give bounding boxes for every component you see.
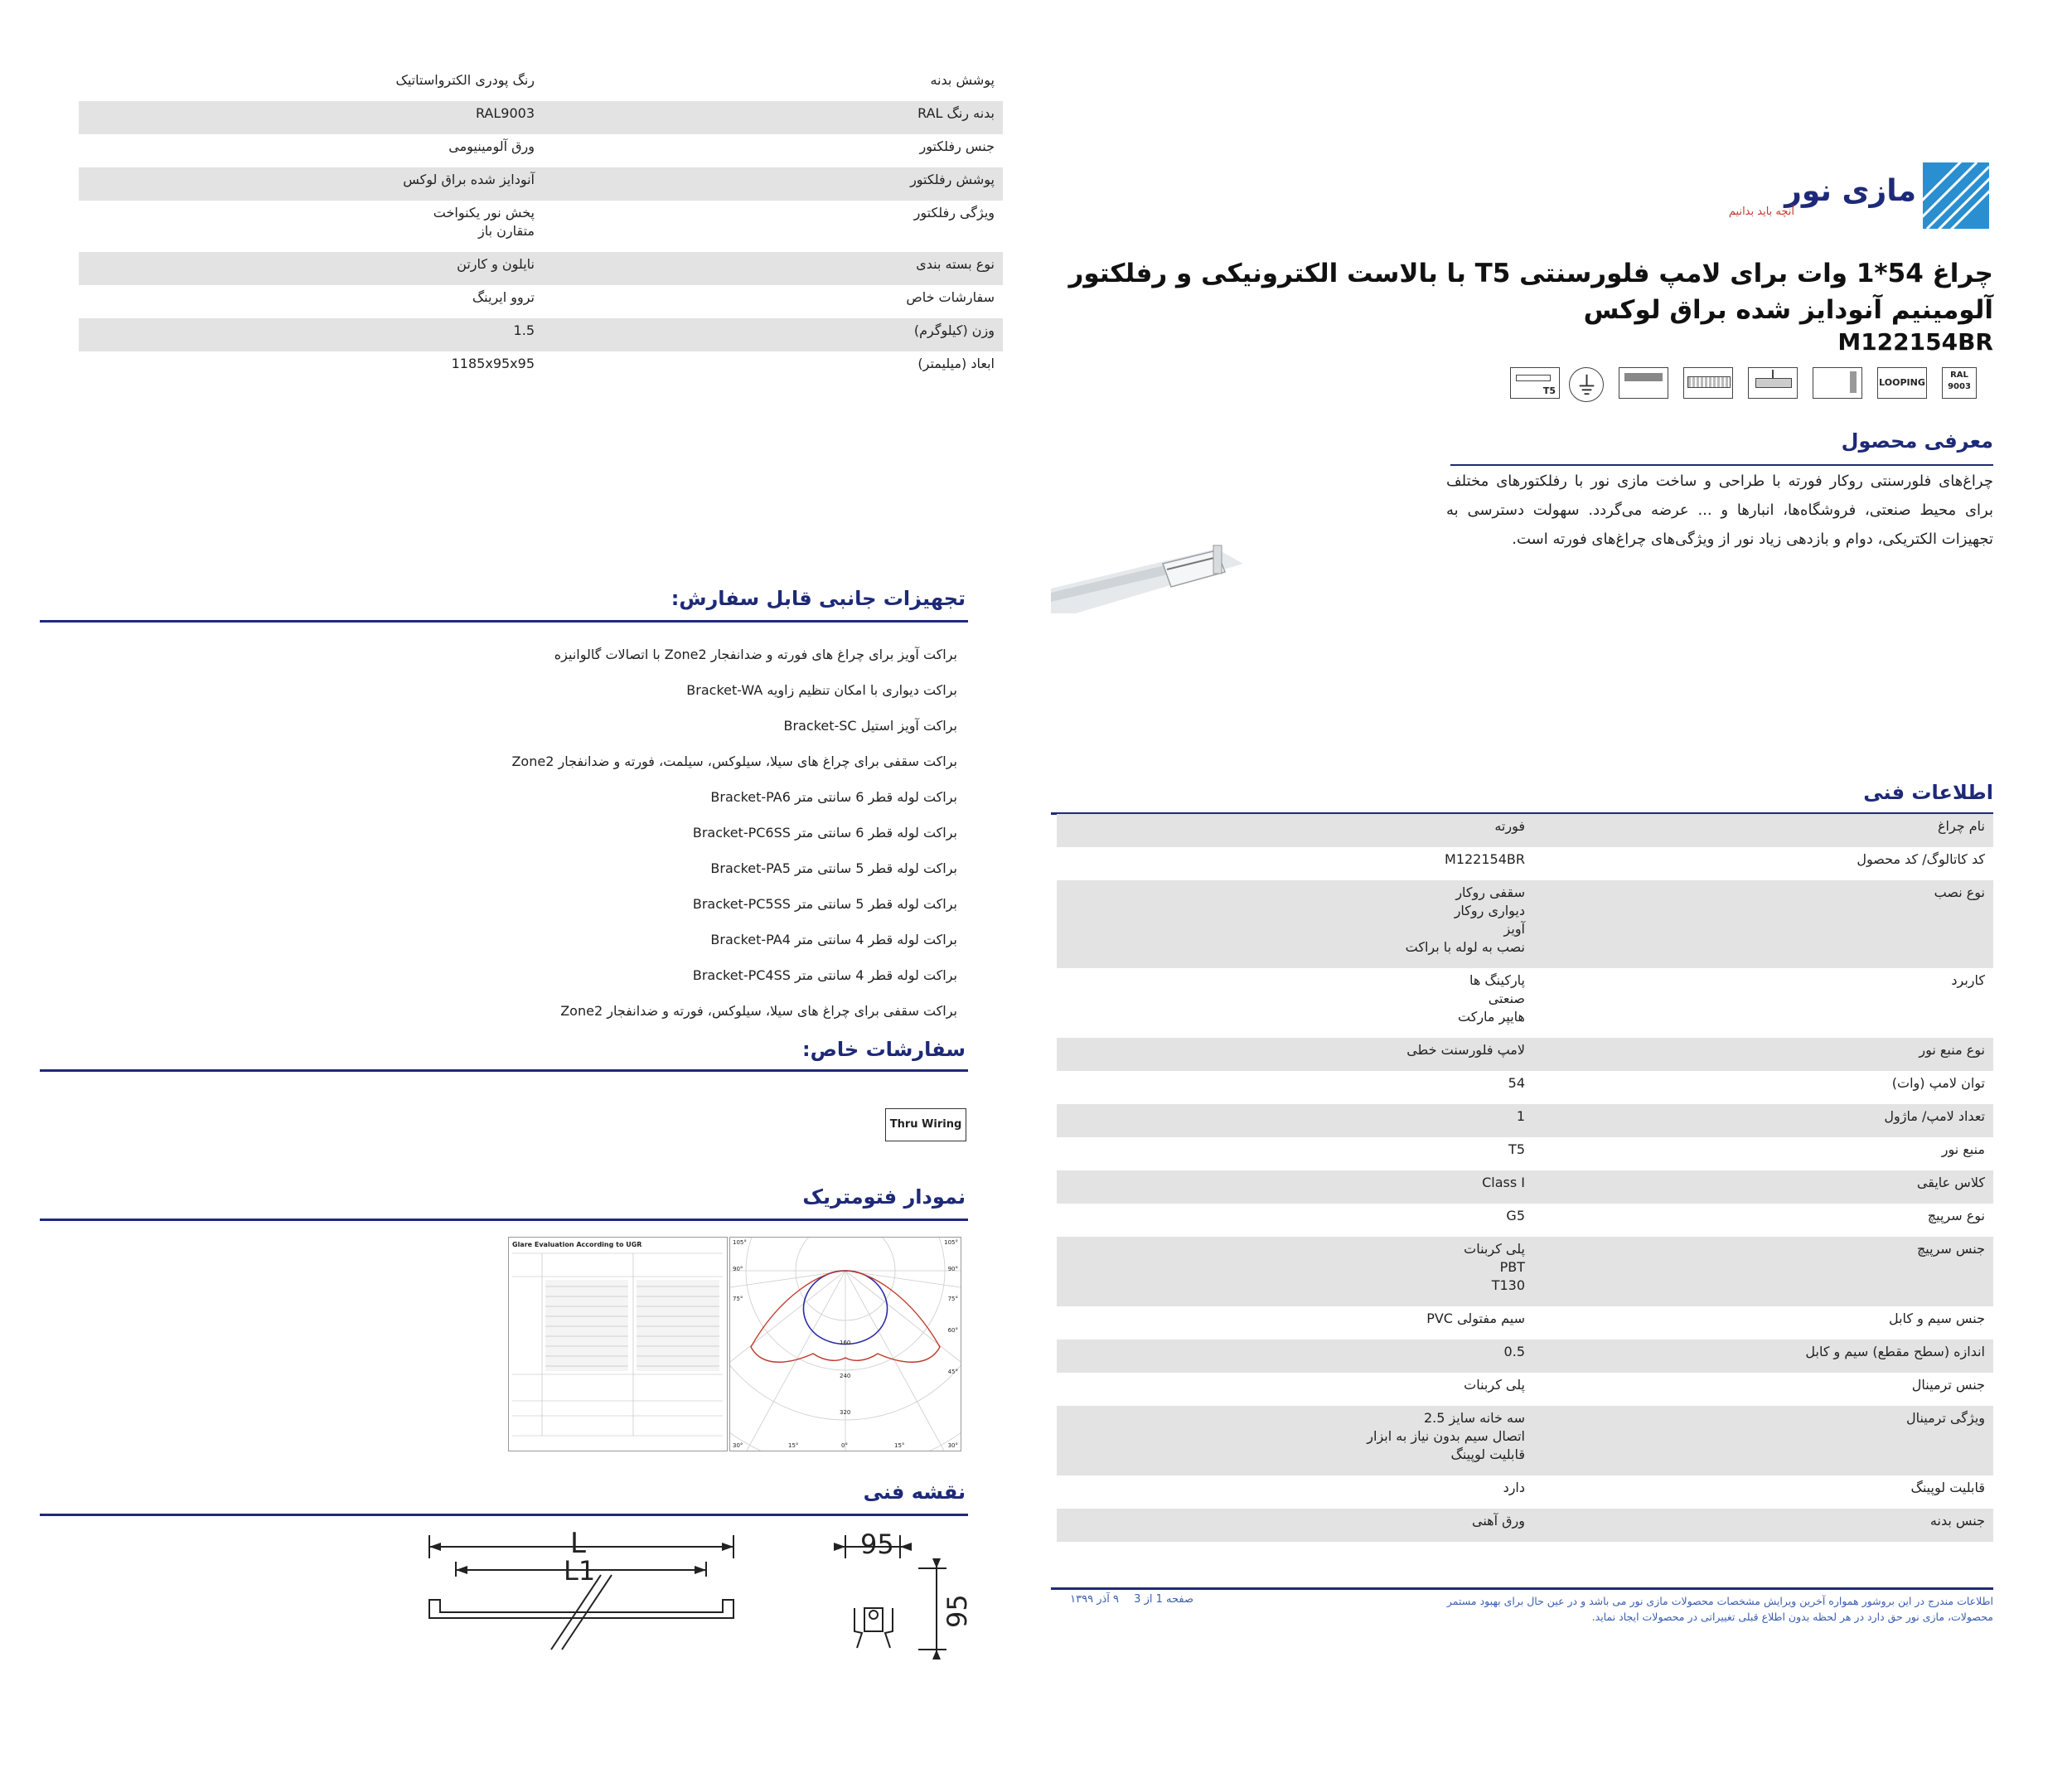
ceiling-surface-icon xyxy=(1619,367,1668,399)
polar-label-75-left: 75° xyxy=(733,1296,743,1302)
accessories-divider xyxy=(40,620,968,623)
list-item: براکت لوله قطر 5 سانتی متر Bracket-PC5SS xyxy=(692,896,957,912)
brand-logo xyxy=(1728,162,1989,229)
polar-label-90-right: 90° xyxy=(947,1266,958,1272)
table-row xyxy=(1057,814,1993,847)
list-item: براکت آویز استیل Bracket-SC xyxy=(783,718,957,734)
product-title: چراغ 54*1 وات برای لامپ فلورسنتی T5 با بالاست الکترونیکی و رفلکتور آلومینیم آنودایز شده براق لوکس xyxy=(1068,259,1993,325)
spec-row xyxy=(79,252,1003,285)
polar-label-75-right: 75° xyxy=(947,1296,958,1302)
polar-ring-160: 160 xyxy=(840,1340,851,1346)
spec-value: RAL9003 xyxy=(475,105,535,121)
suspended-icon xyxy=(1748,367,1798,399)
intro-text: چراغ‌های فلورسنتی روکار فورته با طراحی و ساخت مازی نور با رفلکتورهای مختلف برای محیط صنعتی، فروشگاه‌ها، انبارها و ... عرضه می‌گردد. سهولت دسترسی به تجهیزات الکتریکی، دوام و بازدهی زیاد نور از ویژگی‌های چراغ‌های فورته است. xyxy=(1446,472,1993,548)
accessories-title: تجهیزات جانبی قابل سفارش: xyxy=(670,587,966,610)
intro-title: معرفی محصول xyxy=(1841,429,1993,453)
table-row xyxy=(1057,1406,1993,1475)
polar-label-15-right: 15° xyxy=(894,1442,905,1449)
tech-value: Class I xyxy=(1482,1175,1525,1190)
spec-row xyxy=(79,101,1003,134)
tech-value: فورته xyxy=(1494,818,1525,834)
footer-date: ۹ آذر ۱۳۹۹ xyxy=(1070,1593,1119,1606)
table-row xyxy=(1057,1373,1993,1406)
spec-value: 1.5 xyxy=(513,322,535,338)
special-orders-divider xyxy=(40,1069,968,1072)
tech-label: کلاس عایقی xyxy=(1916,1175,1985,1190)
wall-icon xyxy=(1813,367,1862,399)
tech-label: نوع نصب xyxy=(1934,884,1985,900)
table-row xyxy=(1057,1475,1993,1509)
spec-label: پوشش بدنه xyxy=(930,72,995,88)
tech-value: سه خانه سایز 2.5 اتصال سیم بدون نیاز به ابزار قابلیت لوپینگ xyxy=(1367,1410,1525,1462)
spec-row xyxy=(79,68,1003,101)
spec-value: آنودایز شده براق لوکس xyxy=(403,172,535,187)
intro-divider xyxy=(1450,464,1993,466)
tech-label: اندازه (سطح مقطع) سیم و کابل xyxy=(1805,1344,1985,1359)
photometric-title: نمودار فتومتریک xyxy=(802,1185,966,1209)
table-row xyxy=(1057,1137,1993,1170)
spec-label: جنس رفلکتور xyxy=(919,138,995,154)
spec-value: تروو ایرینگ xyxy=(472,289,535,305)
table-row xyxy=(1057,847,1993,880)
tech-label: ویژگی ترمینال xyxy=(1905,1410,1985,1426)
spec-row xyxy=(79,167,1003,201)
dim-L: L xyxy=(570,1527,586,1560)
list-item: براکت لوله قطر 6 سانتی متر Bracket-PA6 xyxy=(710,789,957,805)
table-row xyxy=(1057,1071,1993,1104)
table-row xyxy=(1057,1170,1993,1204)
tech-value: 1 xyxy=(1516,1108,1525,1124)
list-item: براکت لوله قطر 5 سانتی متر Bracket-PA5 xyxy=(710,860,957,876)
spec-label: نوع بسته بندی xyxy=(916,256,995,272)
tech-label: منبع نور xyxy=(1941,1141,1985,1157)
polar-diagram xyxy=(729,1237,961,1451)
tech-label: کد کاتالوگ/ کد محصول xyxy=(1857,851,1985,867)
tech-value: پلی کربنات xyxy=(1464,1377,1525,1393)
spec-row xyxy=(79,318,1003,351)
spec-row xyxy=(79,285,1003,318)
list-item: براکت لوله قطر 4 سانتی متر Bracket-PC4SS xyxy=(692,967,957,983)
polar-label-30-right: 30° xyxy=(947,1442,958,1449)
drawing-title: نقشه فنی xyxy=(863,1480,966,1504)
looping-icon: LOOPING xyxy=(1877,367,1927,399)
tech-label: نوع سرپیچ xyxy=(1927,1208,1985,1223)
footer-divider xyxy=(1051,1587,1993,1590)
special-orders-title: سفارشات خاص: xyxy=(802,1038,966,1061)
table-row xyxy=(1057,1306,1993,1340)
tech-spec-table xyxy=(1057,814,1993,1542)
spec-label: ابعاد (میلیمتر) xyxy=(917,356,995,371)
table-row xyxy=(1057,1340,1993,1373)
tech-label: جنس سرپیچ xyxy=(1916,1241,1985,1257)
product-code: M122154BR xyxy=(1837,328,1993,356)
polar-label-30-left: 30° xyxy=(733,1442,743,1449)
product-image xyxy=(1051,531,1250,630)
spec-label: ویژگی رفلکتور xyxy=(913,205,995,220)
brand-tagline: آنچه باید بدانیم xyxy=(1728,206,1794,218)
tech-label: جنس سیم و کابل xyxy=(1888,1311,1985,1326)
list-item: براکت دیواری با امکان تنظیم زاویه Bracket-WA xyxy=(686,682,957,698)
tech-label: جنس بدنه xyxy=(1929,1513,1985,1529)
ceiling-mounted-icon xyxy=(1683,367,1733,399)
footer-disclaimer: اطلاعات مندرج در این بروشور همواره آخرین ویرایش مشخصات محصولات مازی نور می باشد و در عین حال برای بهبود مستمر محصولات، مازی نور حق دارد در هر لحظه بدون اطلاع قبلی تغییراتی در محصولات ایجاد نماید. xyxy=(1446,1595,1993,1623)
ugr-table-image xyxy=(508,1237,728,1451)
drawing-divider xyxy=(40,1514,968,1516)
spec-row xyxy=(79,134,1003,167)
thru-wiring-badge: Thru Wiring xyxy=(885,1108,966,1141)
spec-label: بدنه رنگ RAL xyxy=(917,105,995,121)
t5-lamp-icon: T5 xyxy=(1510,367,1560,399)
list-item: براکت سقفی برای چراغ های سیلا، سیلوکس، سیلمت، فورته و ضدانفجار Zone2 xyxy=(511,753,957,769)
spec-label: پوشش رفلکتور xyxy=(910,172,995,187)
tech-value: 54 xyxy=(1508,1075,1525,1091)
dim-L1: L1 xyxy=(564,1555,596,1587)
dim-height: 95 xyxy=(942,1594,973,1628)
polar-label-105-right: 105° xyxy=(944,1239,958,1246)
spec-label: وزن (کیلوگرم) xyxy=(913,322,995,338)
polar-label-90-left: 90° xyxy=(733,1266,743,1272)
spec-value: 1185x95x95 xyxy=(451,356,535,371)
tech-value: ورق آهنی xyxy=(1472,1513,1525,1529)
tech-value: T5 xyxy=(1508,1141,1525,1157)
table-row xyxy=(1057,880,1993,968)
tech-label: نام چراغ xyxy=(1937,818,1985,834)
table-row xyxy=(1057,1104,1993,1137)
tech-value: دارد xyxy=(1503,1480,1525,1495)
tech-label: توان لامپ (وات) xyxy=(1891,1075,1985,1091)
spec-label: سفارشات خاص xyxy=(906,289,995,305)
ground-icon xyxy=(1569,367,1604,402)
tech-value: لامپ فلورسنت خطی xyxy=(1406,1042,1525,1058)
spec-row xyxy=(79,201,1003,252)
photometric-divider xyxy=(40,1219,968,1221)
polar-label-60-right: 60° xyxy=(947,1327,958,1334)
left-spec-table xyxy=(79,68,1003,385)
tech-value: G5 xyxy=(1506,1208,1525,1223)
spec-value: ورق آلومینیومی xyxy=(448,138,535,154)
spec-value: پخش نور یکنواخت متقارن باز xyxy=(433,205,535,239)
tech-value: M122154BR xyxy=(1445,851,1525,867)
table-row xyxy=(1057,968,1993,1038)
ral-icon: RAL 9003 xyxy=(1942,367,1977,399)
tech-value: پلی کربنات PBT T130 xyxy=(1464,1241,1525,1293)
table-row xyxy=(1057,1237,1993,1306)
table-row xyxy=(1057,1509,1993,1542)
brand-logo-text: مازی نور xyxy=(1784,174,1916,208)
spec-value: نایلون و کارتن xyxy=(457,256,535,272)
polar-ring-320: 320 xyxy=(840,1409,851,1416)
tech-title: اطلاعات فنی xyxy=(1863,781,1993,804)
technical-drawing xyxy=(414,1525,978,1691)
list-item: براکت آویز برای چراغ های فورته و ضدانفجار Zone2 با اتصالات گالوانیزه xyxy=(554,647,957,662)
tech-label: کاربرد xyxy=(1951,972,1985,988)
polar-ring-240: 240 xyxy=(840,1373,851,1379)
list-item: براکت لوله قطر 6 سانتی متر Bracket-PC6SS xyxy=(692,825,957,841)
polar-label-15-left: 15° xyxy=(788,1442,799,1449)
list-item: براکت لوله قطر 4 سانتی متر Bracket-PA4 xyxy=(710,932,957,947)
ugr-title: Glare Evaluation According to UGR xyxy=(512,1241,642,1248)
tech-value: پارکینگ ها صنعتی هایپر مارکت xyxy=(1457,972,1525,1025)
tech-label: جنس ترمینال xyxy=(1911,1377,1985,1393)
list-item: براکت سقفی برای چراغ های سیلا، سیلوکس، فورته و ضدانفجار Zone2 xyxy=(560,1003,957,1019)
dim-width: 95 xyxy=(860,1529,894,1560)
tech-label: نوع منبع نور xyxy=(1919,1042,1985,1058)
tech-label: قابلیت لوپینگ xyxy=(1910,1480,1985,1495)
table-row xyxy=(1057,1038,1993,1071)
polar-label-0: 0° xyxy=(841,1442,848,1449)
tech-label: تعداد لامپ/ ماژول xyxy=(1884,1108,1985,1124)
table-row xyxy=(1057,1204,1993,1237)
tech-value: سقفی روکار دیواری روکار آویز نصب به لوله با براکت xyxy=(1405,884,1525,955)
spec-row xyxy=(79,351,1003,385)
brand-mark-icon xyxy=(1923,162,1989,229)
tech-value: سیم مفتولی PVC xyxy=(1426,1311,1525,1326)
tech-value: 0.5 xyxy=(1503,1344,1525,1359)
footer-page: صفحه 1 از 3 xyxy=(1134,1593,1193,1606)
spec-value: رنگ پودری الکترواستاتیک xyxy=(395,72,535,88)
polar-label-105-left: 105° xyxy=(733,1239,747,1246)
polar-label-45-right: 45° xyxy=(947,1369,958,1375)
